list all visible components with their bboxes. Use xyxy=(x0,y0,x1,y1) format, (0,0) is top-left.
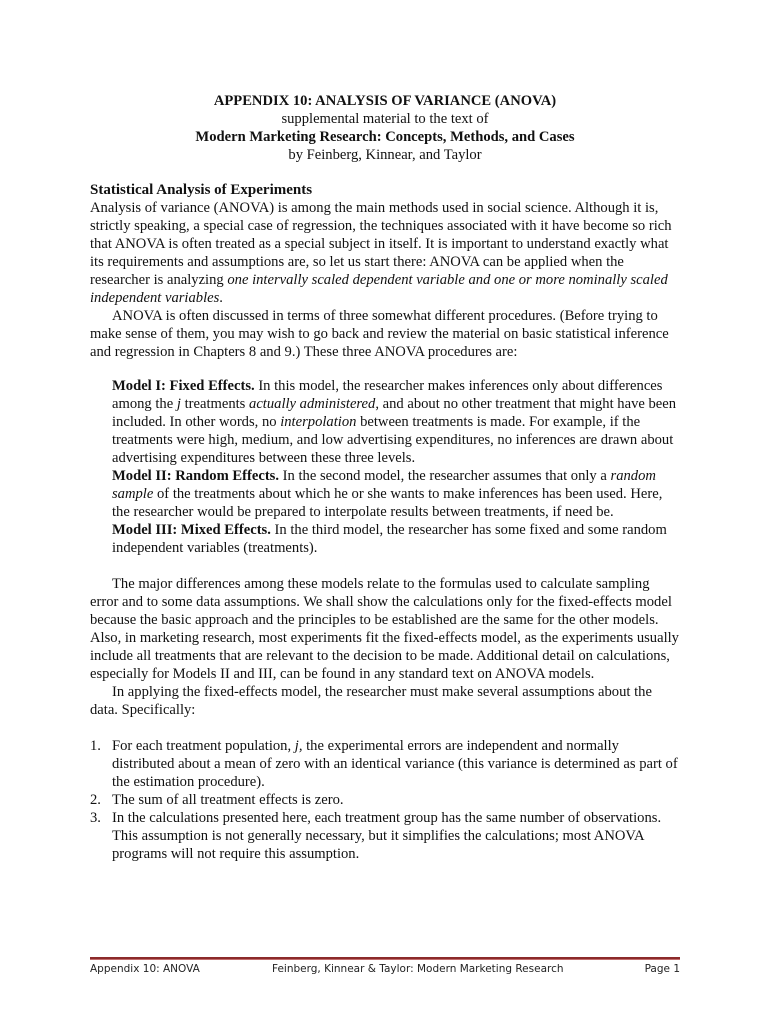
book-title: Modern Marketing Research: Concepts, Methods, and Cases xyxy=(195,129,575,145)
book-authors: by Feinberg, Kinnear, and Taylor xyxy=(288,147,482,163)
list-text-a: For each treatment population, xyxy=(112,738,295,754)
page-content xyxy=(90,92,680,863)
model-fixed-text-b: treatments xyxy=(180,396,250,412)
model-random-text-b: of the treatments about which he or she wants to make inferences has been used. Here, the researcher would be prepared to interpolate results between treatments, if need be. xyxy=(112,486,663,520)
list-number: 1. xyxy=(90,738,101,754)
list-item xyxy=(90,737,680,791)
model-fixed-text-c: , and about no other treatment that might have been included. In other words, no xyxy=(112,396,677,430)
paragraph-intro-text: Analysis of variance (ANOVA) is among the main methods used in social science. Although it is, strictly speaking, a special case of regression, the techniques associated with it have become so rich that ANOVA is often treated as a special subject in itself. It is important to understand exactly what its requirements and assumptions are, so let us start there: ANOVA can be applied when the researcher is analyzing xyxy=(90,200,672,288)
model-random-effects-label: Model II: Random Effects. xyxy=(112,468,280,484)
list-text-a: In the calculations presented here, each treatment group has the same number of observations. This assumption is not generally necessary, but it simplifies the calculations; most ANOVA programs will not require this assumption. xyxy=(112,810,662,862)
section-heading: Statistical Analysis of Experiments xyxy=(90,182,313,198)
models-block xyxy=(112,377,680,557)
model-fixed-text-a: In this model, the researcher makes inferences only about differences among the xyxy=(112,378,663,412)
model-fixed-emphasis: actually administered xyxy=(249,396,376,412)
model-mixed-effects xyxy=(112,521,680,557)
list-number: 2. xyxy=(90,792,101,808)
paragraph-assumptions-intro: In applying the fixed-effects model, the researcher must make several assumptions about the data. Specifically: xyxy=(90,684,652,718)
model-mixed-effects-label: Model III: Mixed Effects. xyxy=(112,522,271,538)
appendix-subtitle: supplemental material to the text of xyxy=(281,111,489,127)
model-fixed-j: j xyxy=(176,396,181,412)
paragraph-intro-emphasis: one intervally scaled dependent variable and one or more nominally scaled independent variables xyxy=(90,272,668,306)
appendix-title: APPENDIX 10: ANALYSIS OF VARIANCE (ANOVA) xyxy=(213,93,557,109)
paragraph-differences: The major differences among these models relate to the formulas used to calculate sampling error and to some data assumptions. We shall show the calculations only for the fixed-effects model because the basic approach and the principles to be established are the same for the other models. Also, in marketing research, most experiments fit the fixed-effects model, as the experiments usually include all treatments that are relevant to the decision to be made. Additional detail on calculations, especially for Models II and III, can be found in any standard text on ANOVA models. xyxy=(90,576,679,682)
list-item xyxy=(90,809,680,863)
assumptions-list xyxy=(90,737,680,863)
paragraph-intro-end: . xyxy=(219,290,223,306)
model-random-text-a: In the second model, the researcher assumes that only a xyxy=(279,468,611,484)
paragraph-procedures: ANOVA is often discussed in terms of three somewhat different procedures. (Before trying to make sense of them, you may wish to go back and review the material on basic statistical inference and regression in Chapters 8 and 9.) These three ANOVA procedures are: xyxy=(90,308,669,360)
list-emphasis: j, xyxy=(294,738,303,754)
model-fixed-effects-label: Model I: Fixed Effects. xyxy=(112,378,255,394)
paragraph-intro xyxy=(90,199,680,307)
model-mixed-text: In the third model, the researcher has some fixed and some random independent variables (treatments). xyxy=(112,522,667,556)
list-text-a: The sum of all treatment effects is zero. xyxy=(112,792,344,808)
model-random-emphasis: random sample xyxy=(112,468,656,502)
list-item xyxy=(90,791,680,809)
spacer xyxy=(90,557,680,575)
model-fixed-emphasis-2: interpolation xyxy=(280,414,357,430)
list-number: 3. xyxy=(90,810,101,826)
list-text-b: the experimental errors are independent and normally distributed about a mean of zero with an identical variance (this variance is determined as part of the estimation procedure). xyxy=(112,738,678,790)
footer-left: Appendix 10: ANOVA xyxy=(90,963,200,975)
model-random-effects xyxy=(112,467,680,521)
spacer xyxy=(90,719,680,737)
footer-page-number: Page 1 xyxy=(644,963,680,975)
model-fixed-text-d: between treatments is made. For example, if the treatments were high, medium, and low advertising expenditures, no inferences are drawn about advertising expenditures between these three levels. xyxy=(112,414,674,466)
footer-rule xyxy=(90,957,680,960)
model-fixed-effects xyxy=(112,377,680,467)
footer-center: Feinberg, Kinnear & Taylor: Modern Marketing Research xyxy=(272,963,564,975)
